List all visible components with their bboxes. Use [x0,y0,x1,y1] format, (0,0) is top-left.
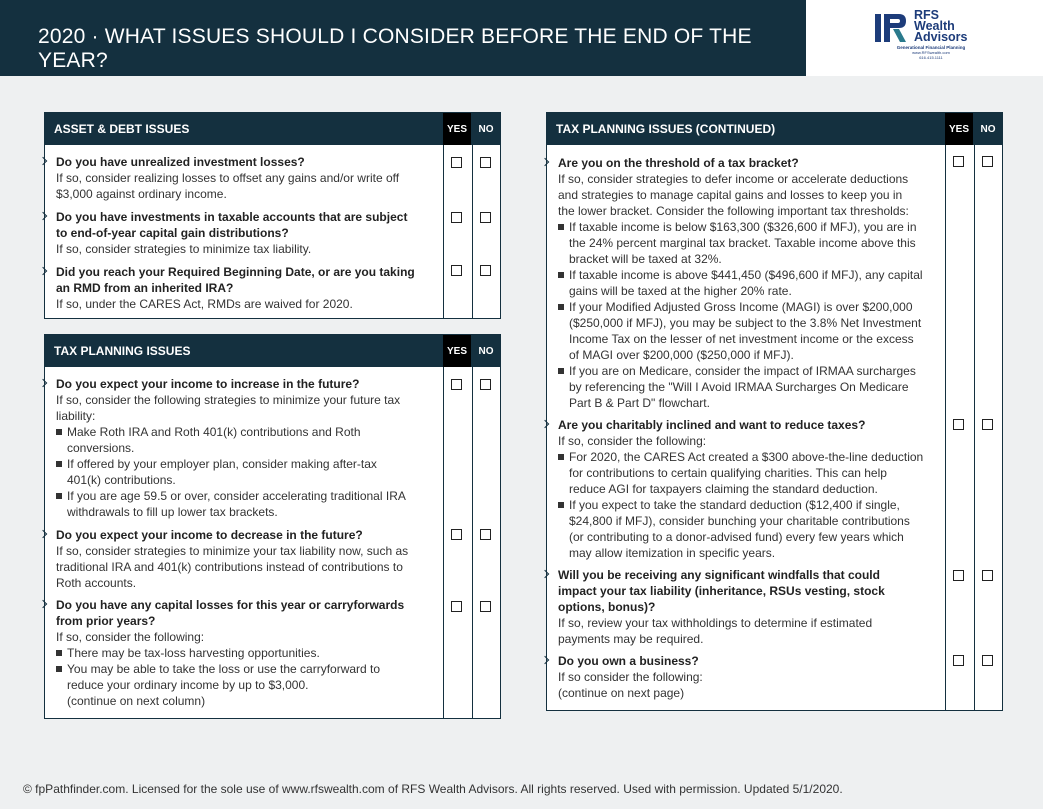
panel-title: ASSET & DEBT ISSUES [54,122,190,136]
panel-header [45,113,500,145]
panel-title: TAX PLANNING ISSUES [54,344,191,358]
panel-title: TAX PLANNING ISSUES (CONTINUED) [556,122,776,136]
no-checkbox[interactable] [982,570,993,581]
yes-checkbox[interactable] [451,157,462,168]
column-divider [472,145,473,318]
yes-column-header: YES [443,113,471,145]
rfs-monogram-icon [873,12,909,44]
no-checkbox[interactable] [982,419,993,430]
column-divider [974,145,975,710]
footer-copyright: © fpPathfinder.com. Licensed for the sole use of www.rfswealth.com of RFS Wealth Advisors. All rights reserved. Used with permission. Updated 5/1/2020. [23,782,843,796]
yes-column-header: YES [945,113,973,145]
column-divider [472,367,473,718]
page-title: 2020 · WHAT ISSUES SHOULD I CONSIDER BEFORE THE END OF THE YEAR? [38,25,752,72]
page-header [0,0,806,76]
yes-checkbox[interactable] [953,570,964,581]
no-checkbox[interactable] [982,156,993,167]
no-column-header: NO [472,113,500,145]
no-checkbox[interactable] [480,212,491,223]
logo-tagline: Generational Financial Planning [896,45,966,50]
logo-contact: www.RFSwealth.com 616.415.1111 [912,50,950,60]
logo [806,0,1043,76]
no-checkbox[interactable] [480,529,491,540]
yes-checkbox[interactable] [953,655,964,666]
question-item: Are you on the threshold of a tax bracket? If so, consider strategies to defer income or accelerate deductions and strategies to manage capital gains and losses to keep you in the lower bracket. Consider the following important tax thresholds: If taxable income is below $163,300 ($326,600 if MFJ), you are in the 24% percent marginal tax bracket. Taxable income above this bracket will be taxed at 32%. If taxable income is above $441,450 ($496,600 if MFJ), any capital gains will be taxed at the higher 20% rate. If your Modified Adjusted Gross Income (MAGI) is over $200,000 ($250,000 if MFJ), you may be subject to the 3.8% Net Investment Income Tax on the lesser of net investment income or the excess of MAGI over $200,000 ($250,000 if MFJ). If you are on Medicare, consider the impact of IRMAA surcharges by referencing the "Will I Avoid IRMAA Surcharges On Medicare Part B & Part D" flowchart. [558,155,943,411]
yes-checkbox[interactable] [953,156,964,167]
yes-checkbox[interactable] [451,212,462,223]
column-divider [945,145,946,710]
no-checkbox[interactable] [480,379,491,390]
panel-header [547,113,1002,145]
yes-checkbox[interactable] [451,529,462,540]
question-item: Do you have unrealized investment losses? If so, consider realizing losses to offset any gains and/or write off $3,000 against ordinary income. [56,155,400,201]
logo-name: RFS Wealth Advisors [914,8,968,44]
no-checkbox[interactable] [480,265,491,276]
question-item: Are you charitably inclined and want to reduce taxes? If so, consider the following: For 2020, the CARES Act created a $300 above-the-line deduction for contributions to certain qualifying charities. This can help reduce AGI for taxpayers claiming the standard deduction. If you expect to take the standard deduction ($12,400 if single, $24,800 if MFJ), consider bunching your charitable contributions (or contributing to a donor-advised fund) every few years which may allow itemization in specific years. [558,417,943,561]
yes-checkbox[interactable] [451,601,462,612]
question-item: Do you expect your income to increase in the future? If so, consider the following strategies to minimize your future tax liability: Make Roth IRA and Roth 401(k) contributions and Roth conversions. If offered by your employer plan, consider making after-tax 401(k) contributions. If you are age 59.5 or over, consider accelerating traditional IRA withdrawals to fill up lower tax brackets. [56,376,436,520]
question-item: Did you reach your Required Beginning Date, or are you taking an RMD from an inherited IRA? If so, under the CARES Act, RMDs are waived for 2020. [56,265,415,311]
question-item: Do you own a business? If so consider the following: (continue on next page) [558,654,703,700]
yes-checkbox[interactable] [451,379,462,390]
column-divider [443,145,444,318]
question-item: Do you expect your income to decrease in the future? If so, consider strategies to minimize your tax liability now, such as traditional IRA and 401(k) contributions instead of contributions to Roth accounts. [56,528,409,590]
no-column-header: NO [974,113,1002,145]
question-item: Do you have investments in taxable accounts that are subject to end-of-year capital gain distributions? If so, consider strategies to minimize tax liability. [56,210,408,256]
no-checkbox[interactable] [480,157,491,168]
yes-checkbox[interactable] [953,419,964,430]
no-column-header: NO [472,335,500,367]
yes-column-header: YES [443,335,471,367]
no-checkbox[interactable] [982,655,993,666]
yes-checkbox[interactable] [451,265,462,276]
panel-header [45,335,500,367]
column-divider [443,367,444,718]
question-item: Do you have any capital losses for this year or carryforwards from prior years? If so, consider the following: There may be tax-loss harvesting opportunities. You may be able to take the loss or use the carryforward to reduce your ordinary income by up to $3,000. (continue on next column) [56,597,436,709]
no-checkbox[interactable] [480,601,491,612]
question-item: Will you be receiving any significant windfalls that could impact your tax liability (inheritance, RSUs vesting, stock options, bonus)? If so, review your tax withholdings to determine if estimated payments may be required. [558,568,885,646]
